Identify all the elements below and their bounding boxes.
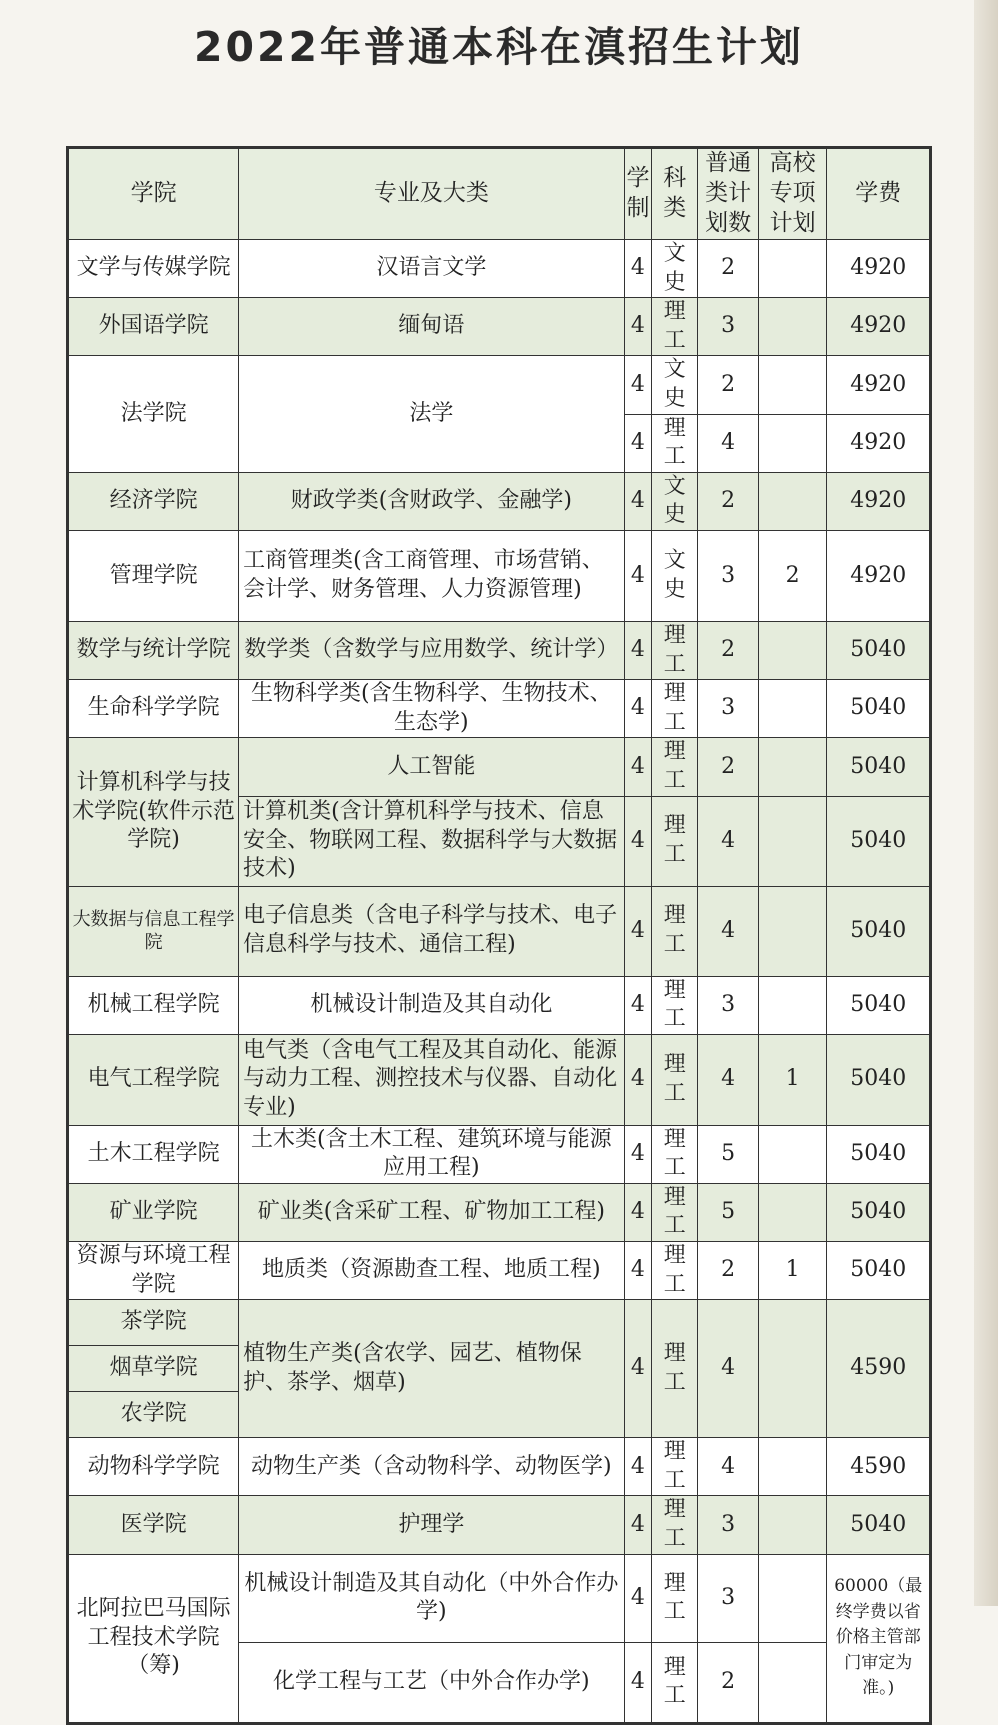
enrollment-table — [66, 146, 932, 1725]
college-cell: 生命科学学院 — [69, 680, 239, 738]
years-cell: 4 — [624, 472, 652, 530]
major-cell: 地质类（资源勘查工程、地质工程) — [239, 1242, 624, 1300]
years-cell: 4 — [624, 680, 652, 738]
plan-cell: 2 — [698, 240, 758, 298]
years-cell: 4 — [624, 414, 652, 472]
major-cell: 土木类(含土木工程、建筑环境与能源应用工程) — [239, 1125, 624, 1183]
category-cell: 理工 — [652, 621, 698, 679]
category-cell: 理工 — [652, 796, 698, 886]
plan-cell: 4 — [698, 1300, 758, 1438]
major-cell: 人工智能 — [239, 738, 624, 796]
category-cell: 理工 — [652, 1300, 698, 1438]
table-row — [69, 1242, 930, 1300]
special-cell — [758, 796, 827, 886]
special-cell — [758, 738, 827, 796]
tuition-cell: 5040 — [827, 1034, 930, 1125]
major-cell: 机械设计制造及其自动化（中外合作办学) — [239, 1554, 624, 1642]
college-cell: 烟草学院 — [69, 1346, 239, 1392]
page-title: 2022年普通本科在滇招生计划 — [193, 23, 805, 71]
category-cell: 文史 — [652, 472, 698, 530]
plan-cell: 3 — [698, 1554, 758, 1642]
category-cell: 理工 — [652, 1496, 698, 1554]
special-cell — [758, 1183, 827, 1241]
category-cell: 理工 — [652, 1125, 698, 1183]
college-cell: 法学院 — [69, 356, 239, 472]
special-cell — [758, 1642, 827, 1722]
years-cell: 4 — [624, 356, 652, 414]
category-cell: 理工 — [652, 976, 698, 1034]
category-cell: 理工 — [652, 298, 698, 356]
plan-cell: 5 — [698, 1183, 758, 1241]
tuition-cell: 4590 — [827, 1438, 930, 1496]
years-cell: 4 — [624, 1034, 652, 1125]
major-cell: 生物科学类(含生物科学、生物技术、生态学) — [239, 680, 624, 738]
plan-cell: 4 — [698, 886, 758, 976]
tuition-cell: 5040 — [827, 738, 930, 796]
table-row — [69, 298, 930, 356]
special-cell — [758, 1125, 827, 1183]
years-cell: 4 — [624, 621, 652, 679]
years-cell: 4 — [624, 1183, 652, 1241]
table-row — [69, 1438, 930, 1496]
college-cell: 农学院 — [69, 1392, 239, 1438]
tuition-cell: 5040 — [827, 1496, 930, 1554]
tuition-cell: 60000（最终学费以省价格主管部门审定为准。) — [827, 1554, 930, 1722]
major-cell: 护理学 — [239, 1496, 624, 1554]
major-cell: 工商管理类(含工商管理、市场营销、会计学、财务管理、人力资源管理) — [239, 530, 624, 621]
major-cell: 数学类（含数学与应用数学、统计学） — [239, 621, 624, 679]
plan-cell: 3 — [698, 1496, 758, 1554]
category-cell: 理工 — [652, 886, 698, 976]
tuition-cell: 4920 — [827, 356, 930, 414]
years-cell: 4 — [624, 1554, 652, 1642]
header-row — [69, 149, 930, 240]
table-row — [69, 738, 930, 796]
plan-cell: 2 — [698, 621, 758, 679]
tuition-cell: 5040 — [827, 680, 930, 738]
years-cell: 4 — [624, 298, 652, 356]
special-cell — [758, 1496, 827, 1554]
major-cell: 矿业类(含采矿工程、矿物加工工程) — [239, 1183, 624, 1241]
category-cell: 文史 — [652, 356, 698, 414]
tuition-cell: 5040 — [827, 1183, 930, 1241]
tuition-cell: 5040 — [827, 886, 930, 976]
tuition-cell: 5040 — [827, 796, 930, 886]
header-regular-plan: 普通类计划数 — [698, 149, 758, 240]
special-cell: 1 — [758, 1242, 827, 1300]
years-cell: 4 — [624, 1300, 652, 1438]
table-row — [69, 1554, 930, 1642]
category-cell: 文史 — [652, 240, 698, 298]
category-cell: 理工 — [652, 1438, 698, 1496]
special-cell — [758, 976, 827, 1034]
table-row — [69, 680, 930, 738]
table-row — [69, 1496, 930, 1554]
category-cell: 理工 — [652, 1034, 698, 1125]
plan-cell: 3 — [698, 530, 758, 621]
college-cell: 土木工程学院 — [69, 1125, 239, 1183]
plan-cell: 2 — [698, 472, 758, 530]
table-row — [69, 976, 930, 1034]
special-cell — [758, 680, 827, 738]
header-special-plan: 高校专项计划 — [758, 149, 827, 240]
table-row — [69, 1300, 930, 1346]
tuition-cell: 4920 — [827, 414, 930, 472]
category-cell: 理工 — [652, 1242, 698, 1300]
header-college: 学院 — [69, 149, 239, 240]
plan-cell: 3 — [698, 298, 758, 356]
table-row — [69, 356, 930, 414]
plan-cell: 2 — [698, 356, 758, 414]
category-cell: 理工 — [652, 738, 698, 796]
special-cell — [758, 356, 827, 414]
header-years: 学制 — [624, 149, 652, 240]
years-cell: 4 — [624, 240, 652, 298]
category-cell: 理工 — [652, 1183, 698, 1241]
tuition-cell: 5040 — [827, 1125, 930, 1183]
tuition-cell: 5040 — [827, 621, 930, 679]
major-cell: 财政学类(含财政学、金融学) — [239, 472, 624, 530]
college-cell: 管理学院 — [69, 530, 239, 621]
plan-cell: 4 — [698, 1034, 758, 1125]
college-cell: 文学与传媒学院 — [69, 240, 239, 298]
years-cell: 4 — [624, 738, 652, 796]
college-cell: 大数据与信息工程学院 — [69, 886, 239, 976]
college-cell: 北阿拉巴马国际工程技术学院（筹) — [69, 1554, 239, 1722]
table-row — [69, 1183, 930, 1241]
years-cell: 4 — [624, 886, 652, 976]
years-cell: 4 — [624, 796, 652, 886]
table-row — [69, 472, 930, 530]
special-cell — [758, 1300, 827, 1438]
special-cell — [758, 298, 827, 356]
category-cell: 理工 — [652, 1642, 698, 1722]
header-category: 科类 — [652, 149, 698, 240]
college-cell: 计算机科学与技术学院(软件示范学院) — [69, 738, 239, 886]
plan-cell: 2 — [698, 738, 758, 796]
plan-cell: 3 — [698, 976, 758, 1034]
years-cell: 4 — [624, 1438, 652, 1496]
table-row — [69, 240, 930, 298]
tuition-cell: 5040 — [827, 1242, 930, 1300]
plan-cell: 4 — [698, 796, 758, 886]
special-cell — [758, 1438, 827, 1496]
college-cell: 动物科学学院 — [69, 1438, 239, 1496]
college-cell: 矿业学院 — [69, 1183, 239, 1241]
college-cell: 机械工程学院 — [69, 976, 239, 1034]
years-cell: 4 — [624, 976, 652, 1034]
special-cell — [758, 414, 827, 472]
tuition-cell: 4920 — [827, 472, 930, 530]
years-cell: 4 — [624, 1642, 652, 1722]
major-cell: 法学 — [239, 356, 624, 472]
plan-cell: 4 — [698, 414, 758, 472]
special-cell — [758, 886, 827, 976]
header-tuition: 学费 — [827, 149, 930, 240]
plan-cell: 2 — [698, 1242, 758, 1300]
major-cell: 电子信息类（含电子科学与技术、电子信息科学与技术、通信工程) — [239, 886, 624, 976]
special-cell — [758, 240, 827, 298]
major-cell: 缅甸语 — [239, 298, 624, 356]
table-row — [69, 1125, 930, 1183]
major-cell: 化学工程与工艺（中外合作办学) — [239, 1642, 624, 1722]
category-cell: 文史 — [652, 530, 698, 621]
college-cell: 数学与统计学院 — [69, 621, 239, 679]
college-cell: 医学院 — [69, 1496, 239, 1554]
plan-cell: 4 — [698, 1438, 758, 1496]
category-cell: 理工 — [652, 680, 698, 738]
plan-cell: 5 — [698, 1125, 758, 1183]
special-cell: 2 — [758, 530, 827, 621]
college-cell: 茶学院 — [69, 1300, 239, 1346]
special-cell — [758, 621, 827, 679]
special-cell — [758, 1554, 827, 1642]
plan-cell: 2 — [698, 1642, 758, 1722]
college-cell: 电气工程学院 — [69, 1034, 239, 1125]
table-row — [69, 530, 930, 621]
category-cell: 理工 — [652, 414, 698, 472]
years-cell: 4 — [624, 1496, 652, 1554]
college-cell: 外国语学院 — [69, 298, 239, 356]
tuition-cell: 4920 — [827, 530, 930, 621]
major-cell: 计算机类(含计算机科学与技术、信息安全、物联网工程、数据科学与大数据技术) — [239, 796, 624, 886]
special-cell: 1 — [758, 1034, 827, 1125]
years-cell: 4 — [624, 1242, 652, 1300]
years-cell: 4 — [624, 1125, 652, 1183]
header-major: 专业及大类 — [239, 149, 624, 240]
major-cell: 汉语言文学 — [239, 240, 624, 298]
plan-cell: 3 — [698, 680, 758, 738]
major-cell: 机械设计制造及其自动化 — [239, 976, 624, 1034]
tuition-cell: 4920 — [827, 298, 930, 356]
table-row — [69, 886, 930, 976]
special-cell — [758, 472, 827, 530]
tuition-cell: 5040 — [827, 976, 930, 1034]
tuition-cell: 4590 — [827, 1300, 930, 1438]
college-cell: 资源与环境工程学院 — [69, 1242, 239, 1300]
table-row — [69, 621, 930, 679]
table-row — [69, 1034, 930, 1125]
category-cell: 理工 — [652, 1554, 698, 1642]
tuition-cell: 4920 — [827, 240, 930, 298]
years-cell: 4 — [624, 530, 652, 621]
major-cell: 电气类（含电气工程及其自动化、能源与动力工程、测控技术与仪器、自动化专业) — [239, 1034, 624, 1125]
page-edge — [974, 0, 998, 1606]
major-cell: 植物生产类(含农学、园艺、植物保护、茶学、烟草) — [239, 1300, 624, 1438]
major-cell: 动物生产类（含动物科学、动物医学) — [239, 1438, 624, 1496]
college-cell: 经济学院 — [69, 472, 239, 530]
